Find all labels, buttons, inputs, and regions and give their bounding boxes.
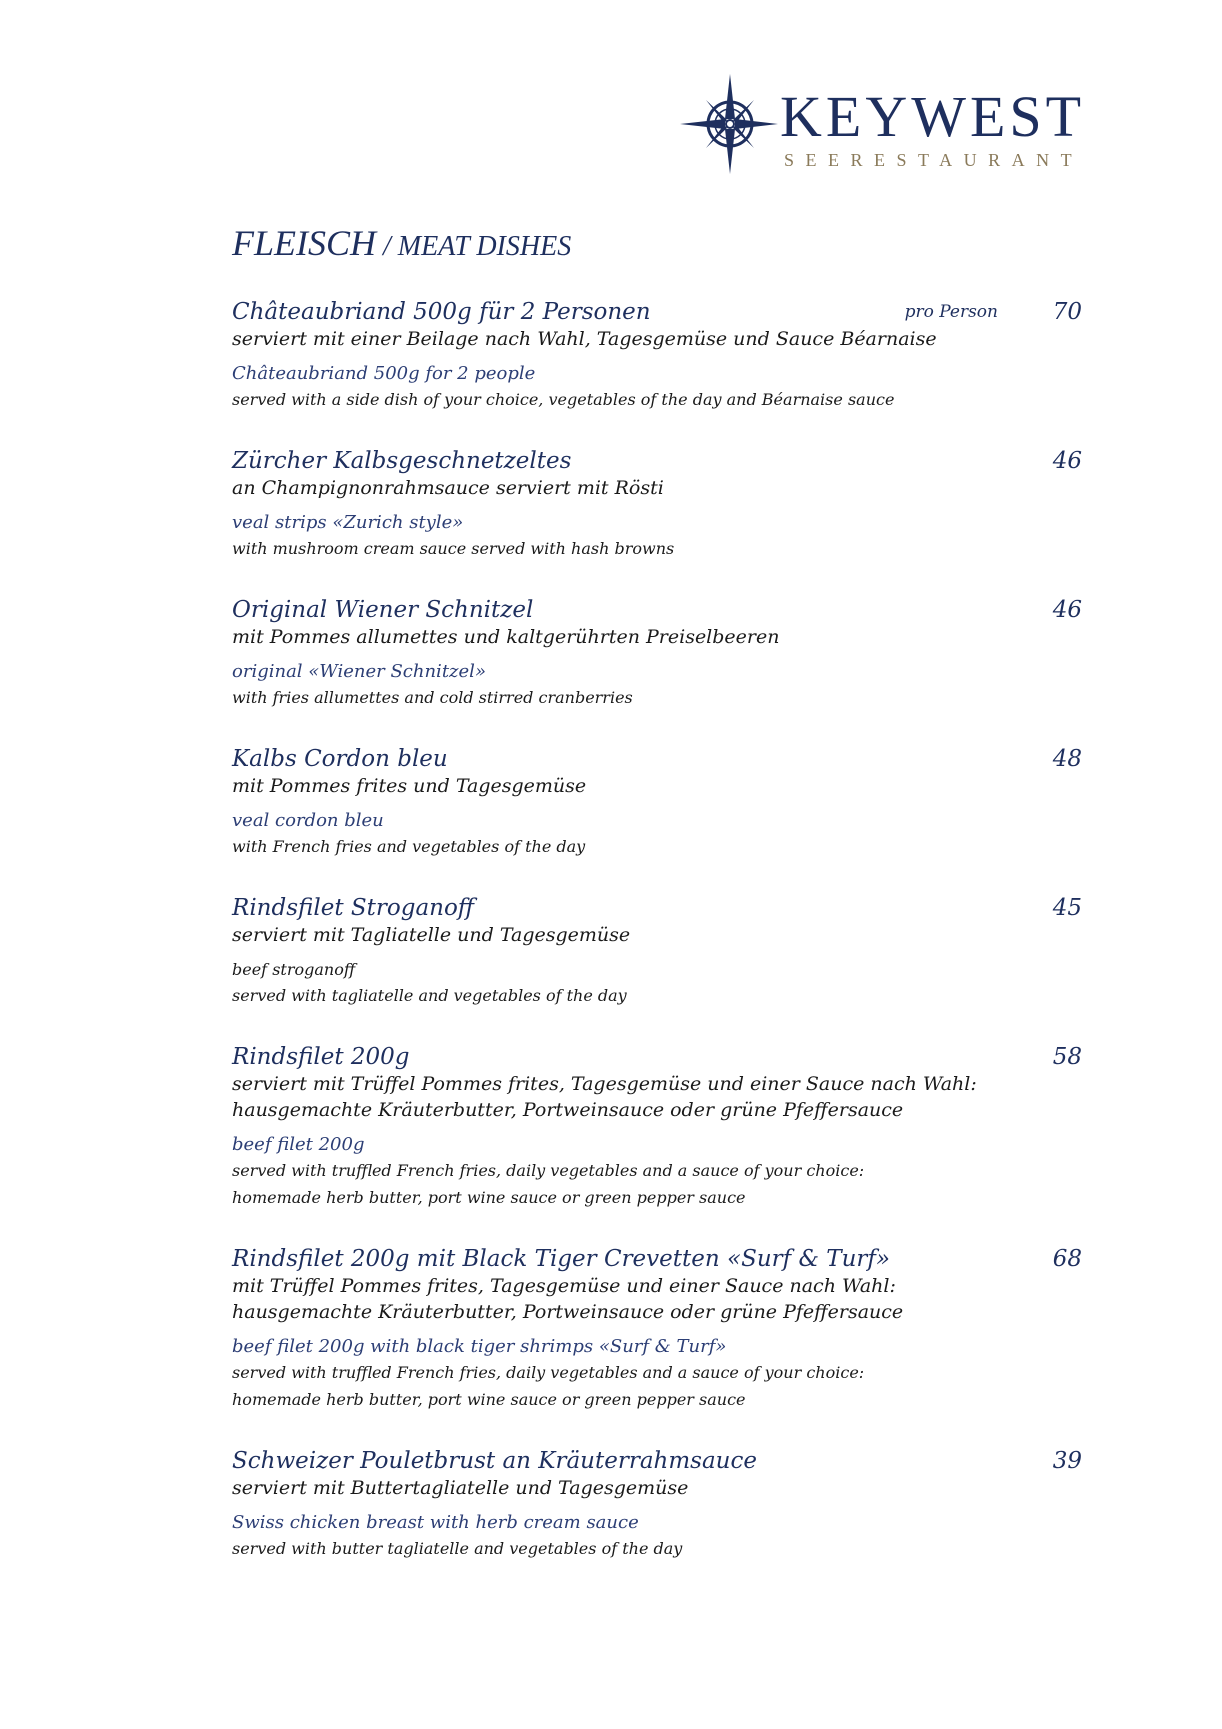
dish-description: serviert mit einer Beilage nach Wahl, Tagesgemüse und Sauce Béarnaise: [232, 328, 937, 350]
menu-item: [232, 745, 1082, 860]
section-title: [232, 222, 571, 264]
dish-price: 58: [1052, 1044, 1082, 1070]
section-title-main: FLEISCH: [232, 223, 376, 263]
dish-price: 39: [1052, 1448, 1082, 1474]
menu-item: [232, 1245, 1082, 1413]
dish-description-english: served with tagliatelle and vegetables of the day: [232, 986, 627, 1005]
compass-rose-icon: [680, 72, 780, 176]
dish-name: Rindsfilet Stroganoff: [232, 895, 475, 921]
dish-price: 46: [1052, 597, 1082, 623]
dish-description-english: with French fries and vegetables of the day: [232, 837, 586, 856]
menu-item: [232, 298, 1082, 413]
menu-item: [232, 596, 1082, 711]
menu-list: [232, 298, 1082, 1596]
dish-description-english: served with butter tagliatelle and vegetables of the day: [232, 1539, 683, 1558]
dish-description-english: homemade herb butter, port wine sauce or green pepper sauce: [232, 1188, 746, 1207]
dish-name: Rindsfilet 200g mit Black Tiger Crevetten «Surf & Turf»: [232, 1246, 890, 1272]
dish-description-english: served with truffled French fries, daily vegetables and a sauce of your choice:: [232, 1363, 865, 1382]
dish-name: Rindsfilet 200g: [232, 1044, 410, 1070]
dish-description: hausgemachte Kräuterbutter, Portweinsauce oder grüne Pfeffersauce: [232, 1099, 904, 1121]
dish-description-english: served with a side dish of your choice, vegetables of the day and Béarnaise sauce: [232, 390, 895, 409]
dish-name: Original Wiener Schnitzel: [232, 597, 534, 623]
dish-name-english: beef filet 200g: [232, 1134, 365, 1155]
dish-name-english: Swiss chicken breast with herb cream sauce: [232, 1512, 639, 1533]
dish-name-english: Châteaubriand 500g for 2 people: [232, 363, 536, 384]
menu-item: [232, 447, 1082, 562]
dish-description: serviert mit Buttertagliatelle und Tagesgemüse: [232, 1477, 689, 1499]
dish-name: Schweizer Pouletbrust an Kräuterrahmsauce: [232, 1448, 757, 1474]
dish-price: 45: [1052, 895, 1082, 921]
menu-item: [232, 1447, 1082, 1562]
dish-description: serviert mit Trüffel Pommes frites, Tagesgemüse und einer Sauce nach Wahl:: [232, 1073, 977, 1095]
dish-name: Kalbs Cordon bleu: [232, 746, 448, 772]
menu-item: [232, 1043, 1082, 1211]
dish-name-english: veal cordon bleu: [232, 810, 384, 831]
brand-subtitle: SEERESTAURANT: [784, 150, 1084, 170]
dish-description: hausgemachte Kräuterbutter, Portweinsauce oder grüne Pfeffersauce: [232, 1301, 904, 1323]
dish-name-english: veal strips «Zurich style»: [232, 512, 464, 533]
dish-description: an Champignonrahmsauce serviert mit Rösti: [232, 477, 664, 499]
dish-price: 46: [1052, 448, 1082, 474]
dish-description-english: served with truffled French fries, daily vegetables and a sauce of your choice:: [232, 1161, 865, 1180]
dish-name-english: beef filet 200g with black tiger shrimps «Surf & Turf»: [232, 1336, 727, 1357]
dish-description-english: homemade herb butter, port wine sauce or green pepper sauce: [232, 1390, 746, 1409]
dish-description: serviert mit Tagliatelle und Tagesgemüse: [232, 924, 631, 946]
dish-description: mit Pommes frites und Tagesgemüse: [232, 775, 587, 797]
menu-item: [232, 894, 1082, 1009]
dish-price: 70: [1052, 299, 1082, 325]
dish-name-english: original «Wiener Schnitzel»: [232, 661, 486, 682]
dish-description: mit Pommes allumettes und kaltgerührten Preiselbeeren: [232, 626, 780, 648]
logo: [680, 72, 1090, 182]
dish-price: 48: [1052, 746, 1082, 772]
dish-name: Zürcher Kalbsgeschnetzeltes: [232, 448, 572, 474]
dish-description-english: with mushroom cream sauce served with hash browns: [232, 539, 675, 558]
dish-name-english: beef stroganoff: [232, 960, 356, 979]
dish-name: Châteaubriand 500g für 2 Personen: [232, 299, 651, 325]
section-title-sub: MEAT DISHES: [397, 231, 572, 262]
price-unit: pro Person: [904, 302, 998, 322]
brand-name: KEYWEST: [780, 84, 1086, 149]
dish-description-english: with fries allumettes and cold stirred cranberries: [232, 688, 633, 707]
dish-description: mit Trüffel Pommes frites, Tagesgemüse und einer Sauce nach Wahl:: [232, 1275, 896, 1297]
section-title-separator: /: [376, 231, 398, 262]
dish-price: 68: [1052, 1246, 1082, 1272]
